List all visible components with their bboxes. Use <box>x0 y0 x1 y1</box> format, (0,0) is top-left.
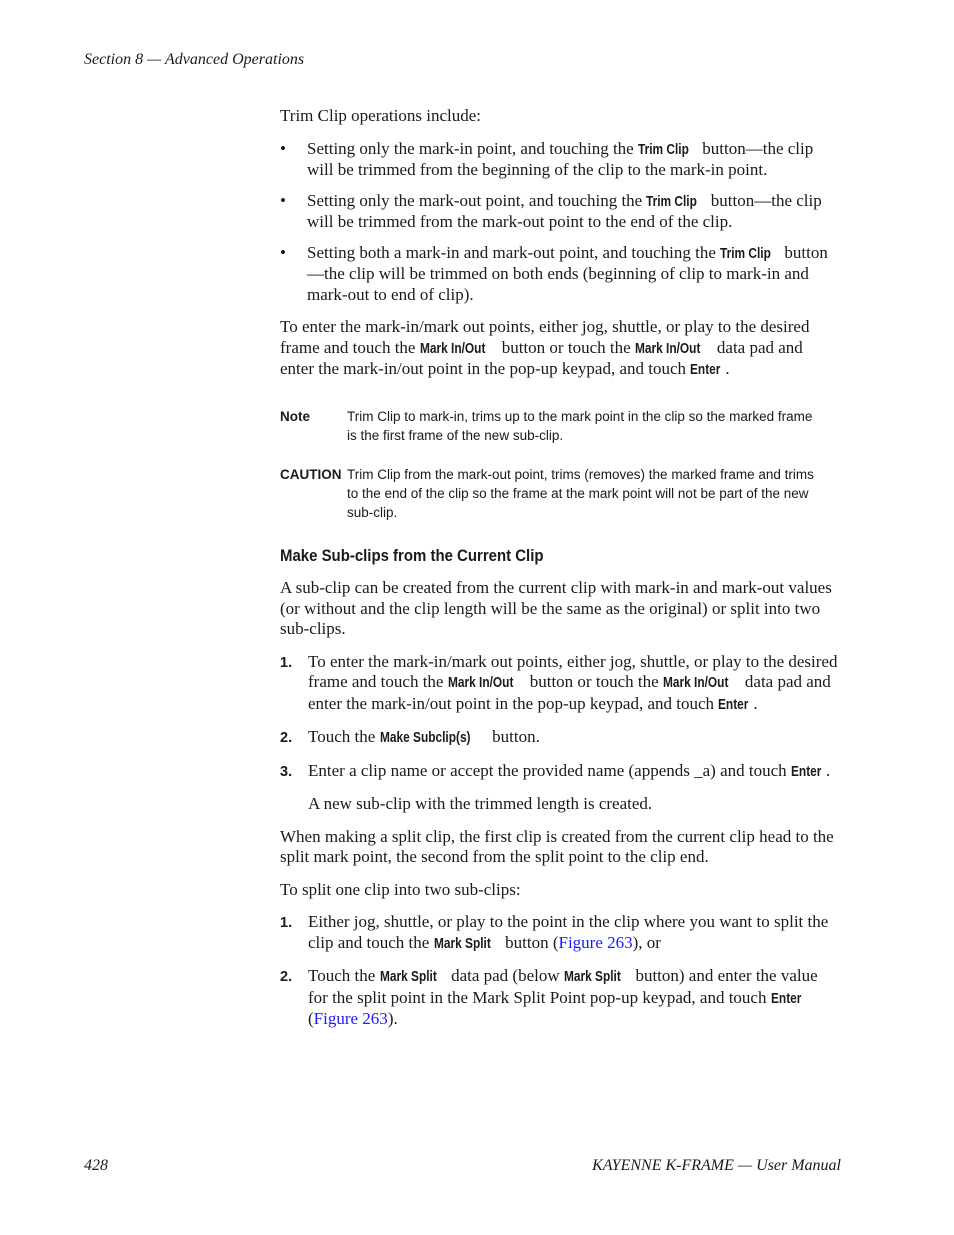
figure-link[interactable]: Figure 263 <box>313 1009 388 1028</box>
ui-term: Enter <box>790 763 822 780</box>
list-item: 2. Touch the Make Subclip(s) button. <box>280 727 840 749</box>
step-number: 1. <box>280 915 293 931</box>
ui-term: Mark Split <box>379 969 437 985</box>
ui-term: Make Subclip(s) <box>379 730 471 746</box>
ui-term: Trim Clip <box>720 245 772 262</box>
list-item: 2. Touch the Mark Split data pad (below Mark Split button) and enter the value for the split point in the Mark Split Point pop-up keypad, and touch Enter (Figure 263). <box>280 966 818 1028</box>
trim-intro: Trim Clip operations include: <box>280 106 482 125</box>
note-text: Trim Clip to mark-in, trims up to the mark point in the clip so the marked frame is the first frame of the new sub-clip. <box>347 408 813 443</box>
ui-term: Enter <box>718 696 749 713</box>
ui-term: Mark Split <box>433 935 491 952</box>
split-paragraph: When making a split clip, the first clip is created from the current clip head to the split mark point, the second from the split point to the clip end. <box>280 826 834 866</box>
list-item: 1. Either jog, shuttle, or play to the point in the clip where you want to split the clip and touch the Mark Split button (Figure 263), or <box>280 912 840 954</box>
note-label: Note <box>280 408 310 424</box>
step-number: 2. <box>280 969 293 985</box>
list-item: • Setting both a mark-in and mark-out point, and touching the Trim Clip button—the clip will be trimmed on both ends (beginning of clip to mark-in and mark-out to end of clip). <box>280 242 828 304</box>
list-item: 3. Enter a clip name or accept the provided name (appends _a) and touch Enter . <box>280 761 840 783</box>
step-number: 2. <box>280 730 293 746</box>
document-title: KAYENNE K-FRAME — User Manual <box>592 1157 841 1174</box>
ui-term: Mark In/Out <box>419 340 486 357</box>
subclip-steps <box>280 652 840 783</box>
ui-term: Mark Split <box>563 969 621 985</box>
trim-bullet-list <box>280 139 840 306</box>
caution-block <box>280 465 840 522</box>
list-item: • Setting only the mark-in point, and touching the Trim Clip button—the clip will be trimmed from the beginning of the clip to the mark-in point. <box>280 138 814 179</box>
step-number: 3. <box>280 763 293 780</box>
caution-label: CAUTION <box>280 466 342 482</box>
step-number: 1. <box>280 654 293 671</box>
ui-term: Trim Clip <box>637 141 689 158</box>
ui-term: Mark In/Out <box>447 675 514 691</box>
bullet-icon: • <box>280 242 286 262</box>
ui-term: Mark In/Out <box>634 340 701 357</box>
section-heading: Make Sub-clips from the Current Clip <box>280 545 544 565</box>
split-steps <box>280 912 840 1030</box>
page-number: 428 <box>84 1157 108 1174</box>
subclip-result: A new sub-clip with the trimmed length is created. <box>308 794 653 813</box>
ui-term: Enter <box>690 362 721 378</box>
list-item: • Setting only the mark-out point, and touching the Trim Clip button—the clip will be trimmed from the mark-out point to the end of the clip. <box>280 190 822 231</box>
ui-term: Trim Clip <box>646 193 698 210</box>
note-block <box>280 407 840 445</box>
running-head: Section 8 — Advanced Operations <box>84 51 305 68</box>
subclip-intro: A sub-clip can be created from the current clip with mark-in and mark-out values (or without and the clip length will be the same as the original) or split into two sub-clips. <box>280 578 832 638</box>
page-body <box>280 106 840 1042</box>
split-intro: To split one clip into two sub-clips: <box>280 879 521 899</box>
caution-text: Trim Clip from the mark-out point, trims (removes) the marked frame and trims to the end of the clip so the frame at the mark point will not be part of the new sub-clip. <box>347 466 814 520</box>
bullet-icon: • <box>280 138 286 158</box>
list-item: 1. To enter the mark-in/mark out points, either jog, shuttle, or play to the desired frame and touch the Mark In/Out button or touch the Mark In/Out data pad and enter the mark-in/out point in the pop-up keypad, and touch Enter . <box>280 652 840 716</box>
enter-points-paragraph: To enter the mark-in/mark out points, either jog, shuttle, or play to the desired frame and touch the Mark In/Out button or touch the Mark In/Out data pad and enter the mark-in/out point in the pop-up keypad, and touch Enter . <box>280 317 840 381</box>
figure-link[interactable]: Figure 263 <box>558 932 633 952</box>
ui-term: Enter <box>770 990 802 1007</box>
ui-term: Mark In/Out <box>662 675 729 691</box>
bullet-icon: • <box>280 190 286 210</box>
